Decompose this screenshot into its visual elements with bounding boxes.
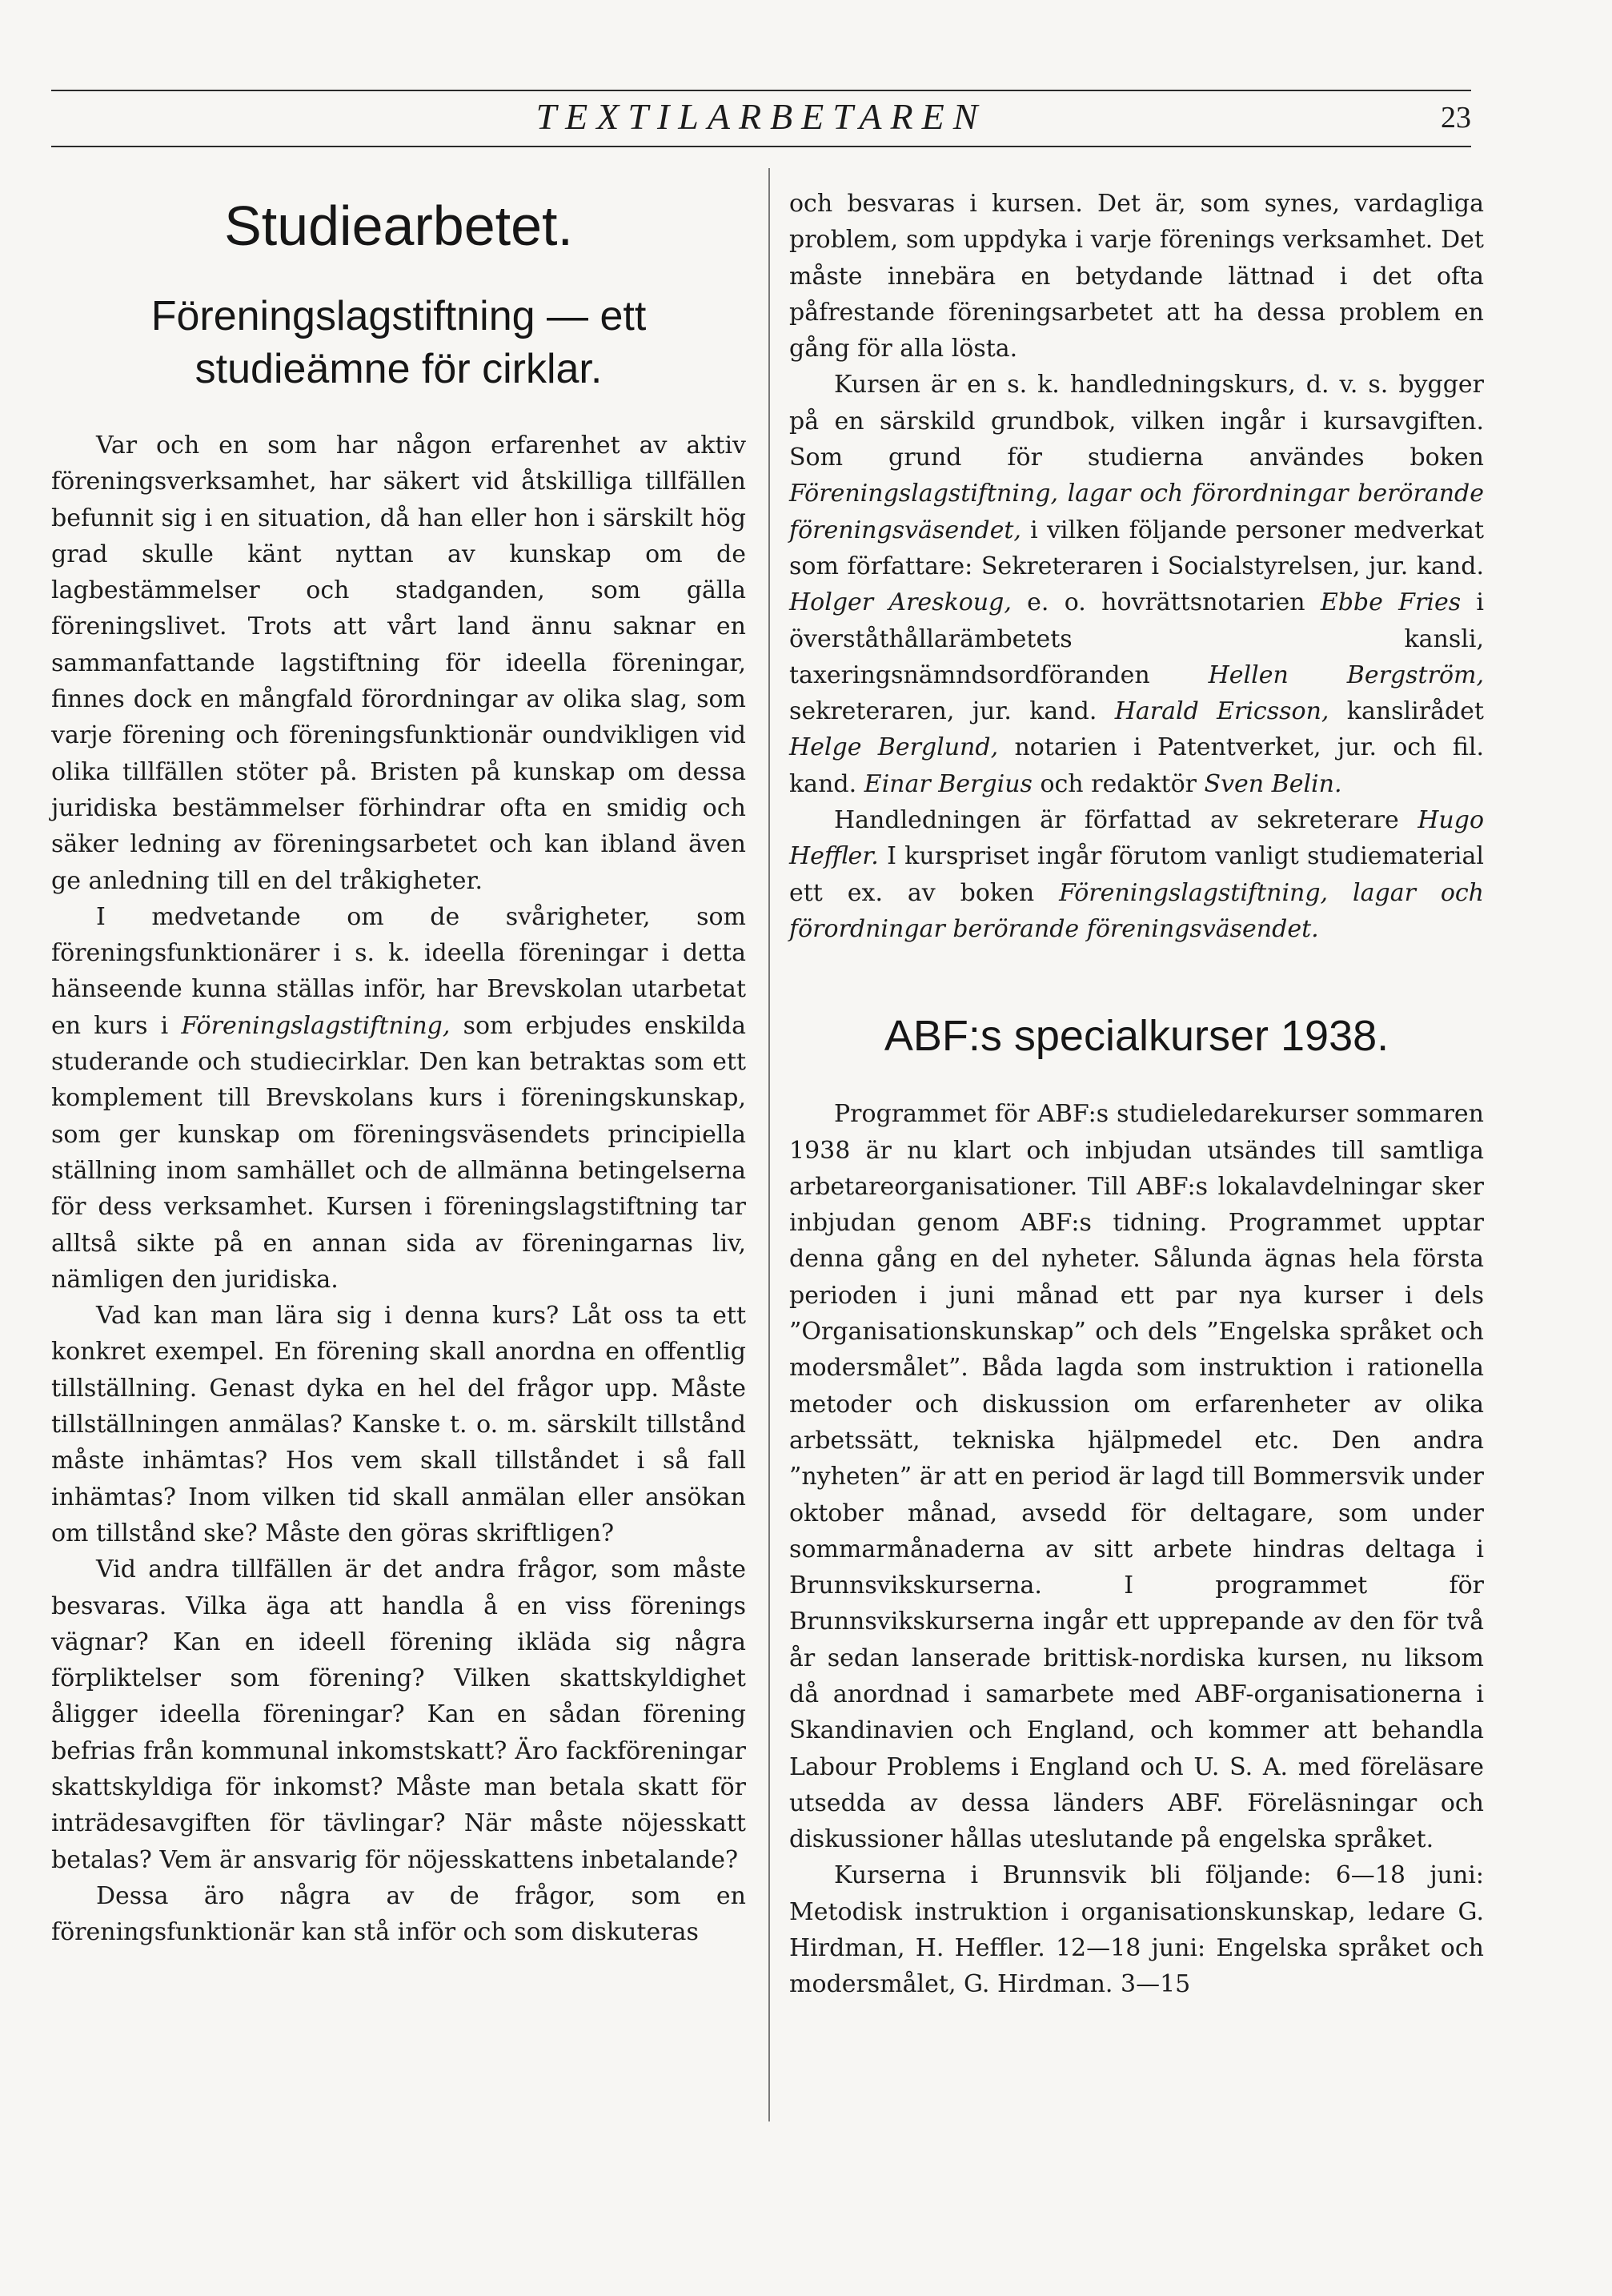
person-name: Ebbe Fries — [1320, 588, 1462, 617]
article-title-abf: ABF:s specialkurser 1938. — [884, 1012, 1389, 1061]
person-name: Hellen Bergström, — [1208, 660, 1484, 689]
running-title: TEXTILARBETAREN — [535, 96, 987, 137]
book-title: Föreningslagstiftning, lagar och förordningar berörande föreningsväsendet. — [789, 878, 1485, 943]
paragraph: Var och en som har någon erfarenhet av aktiv föreningsverksamhet, har säkert vid åtskilliga tillfällen befunnit sig i en situation, då han eller hon i särskilt hög grad skulle känt nyttan av kunskap om de lagbestämmelser och stadganden, som gälla föreningslivet. Trots att vårt land ännu saknar en sammanfattande lagstiftning för ideella föreningar, finnes dock en mångfald förordningar av olika slag, som varje förening och föreningsfunktionär oundvikligen vid olika tillfällen stöter på. Bristen på kunskap om dessa juridiska bestämmelser förhindrar ofta en smidig och säker ledning av föreningsarbetet och kan ibland även ge anledning till en del tråkigheter. — [51, 432, 746, 895]
person-name: Holger Areskoug, — [789, 588, 1012, 617]
paragraph-continued: och besvaras i kursen. Det är, som synes, vardagliga problem, som uppdyka i varje förenings verksamhet. Det måste innebära en betydande lättnad i det ofta påfrestande föreningsarbetet att ha dessa problem en gång för alla lösta. — [789, 190, 1484, 363]
person-name: Harald Ericsson, — [1114, 697, 1329, 726]
article-subtitle: Föreningslagstiftning — ett studieämne för cirklar. — [150, 293, 647, 392]
paragraph: Kurserna i Brunnsvik bli följande: 6—18 juni: Metodisk instruktion i organisationskunskap, ledare G. Hirdman, H. Heffler. 12—18 juni: Engelska språket och modersmålet, G. Hirdman. 3—15 — [789, 1861, 1484, 1999]
header-rule-bottom — [51, 146, 1471, 147]
right-column — [789, 186, 1484, 2003]
person-name: Sven Belin. — [1204, 769, 1342, 798]
paragraph: Programmet för ABF:s studieledarekurser sommaren 1938 är nu klart och inbjudan utsändes till samtliga arbetareorganisationer. Till ABF:s lokalavdelningar sker inbjudan genom ABF:s tidning. Programmet upptar denna gång en del nyheter. Sålunda ägnas hela första perioden i juni månad ett par nya kurser i dels ”Organisationskunskap” och dels ”Engelska språket och modersmålet”. Båda lagda som instruktion i rationella metoder och diskussion om erfarenheter av olika arbetssätt, tekniska hjälpmedel etc. Den andra ”nyheten” är att en period är lagd till Bommersvik under oktober månad, avsedd för deltagare, som under sommarmånaderna av sitt arbete hindras deltaga i Brunnsvikskurserna. I programmet för Brunnsvikskurserna ingår ett upprepande av den för två år sedan lanserade brittisk-nordiska kursen, nu liksom då anordnad i samarbete med ABF-organisationerna i Skandinavien och England, och kommer att behandla Labour Problems i England och U. S. A. med föreläsare utsedda av dessa länders ABF. Föreläsningar och diskussioner hållas uteslutande på engelska språket. — [789, 1100, 1484, 1854]
paragraph: Vad kan man lära sig i denna kurs? Låt oss ta ett konkret exempel. En förening skall anordna en offentlig tillställning. Genast dyka en hel del frågor upp. Måste tillställningen anmälas? Kanske t. o. m. särskilt tillstånd måste inhämtas? Hos vem skall tillståndet i så fall inhämtas? Inom vilken tid skall anmälan eller ansökan om tillstånd ske? Måste den göras skriftligen? — [51, 1302, 746, 1547]
paragraph: Kursen är en s. k. handledningskurs, d. v. s. bygger på en särskild grundbok, vilken ingår i kursavgiften. Som grund för studierna användes boken Föreningslagstiftning, lagar och förordningar berörande föreningsväsendet, i vilken följande personer medverkat som författare: Sekreteraren i Socialstyrelsen, jur. kand. Holger Areskoug, e. o. hovrättsnotarien Ebbe Fries i överståthållarämbetets kansli, taxeringsnämndsordföranden Hellen Bergström, sekreteraren, jur. kand. Harald Ericsson, kanslirådet Helge Berglund, notarien i Patentverket, jur. och fil. kand. Einar Bergius och redaktör Sven Belin. — [789, 371, 1485, 798]
paragraph: Dessa äro några av de frågor, som en föreningsfunktionär kan stå inför och som diskuteras — [51, 1881, 746, 1947]
header-rule-top — [51, 90, 1471, 91]
book-title: Föreningslagstiftning, — [181, 1011, 451, 1040]
paragraph: I medvetande om de svårigheter, som föreningsfunktionärer i s. k. ideella föreningar i detta hänseende kunna ställas inför, har Brevskolan utarbetat en kurs i Föreningslagstiftning, som erbjudes enskilda studerande och studiecirklar. Den kan betraktas som ett komplement till Brevskolans kurs i föreningskunskap, som ger kunskap om föreningsväsendets principiella ställning inom samhället och de allmänna betingelserna för dess verksamhet. Kursen i föreningslagstiftning tar alltså sikte på en annan sida av föreningarnas liv, nämligen den juridiska. — [51, 902, 746, 1294]
left-column — [51, 178, 746, 1950]
paragraph: Handledningen är författad av sekreterare Hugo Heffler. I kurspriset ingår förutom vanligt studiematerial ett ex. av boken Föreningslagstiftning, lagar och förordningar berörande föreningsväsendet. — [789, 806, 1485, 943]
paragraph: Vid andra tillfällen är det andra frågor, som måste besvaras. Vilka äga att handla å en viss förenings vägnar? Kan en ideell förening ikläda sig några förpliktelser som förening? Vilken skattskyldighet åligger ideella föreningar? Kan en sådan förening befrias från kommunal inkomstskatt? Äro fackföreningar skattskyldiga för inkomst? Måste man betala skatt för inträdesavgiften för tävlingar? När måste nöjesskatt betalas? Vem är ansvarig för nöjesskattens inbetalande? — [51, 1555, 746, 1874]
person-name: Hugo Heffler. — [789, 806, 1484, 871]
person-name: Helge Berglund, — [789, 733, 999, 762]
person-name: Einar Bergius — [864, 769, 1033, 798]
article-title-studiearbetet: Studiearbetet. — [224, 195, 573, 257]
column-divider — [768, 168, 770, 2121]
page-number: 23 — [1441, 101, 1471, 134]
book-title: Föreningslagstiftning, lagar och förordningar berörande föreningsväsendet, — [789, 480, 1484, 544]
